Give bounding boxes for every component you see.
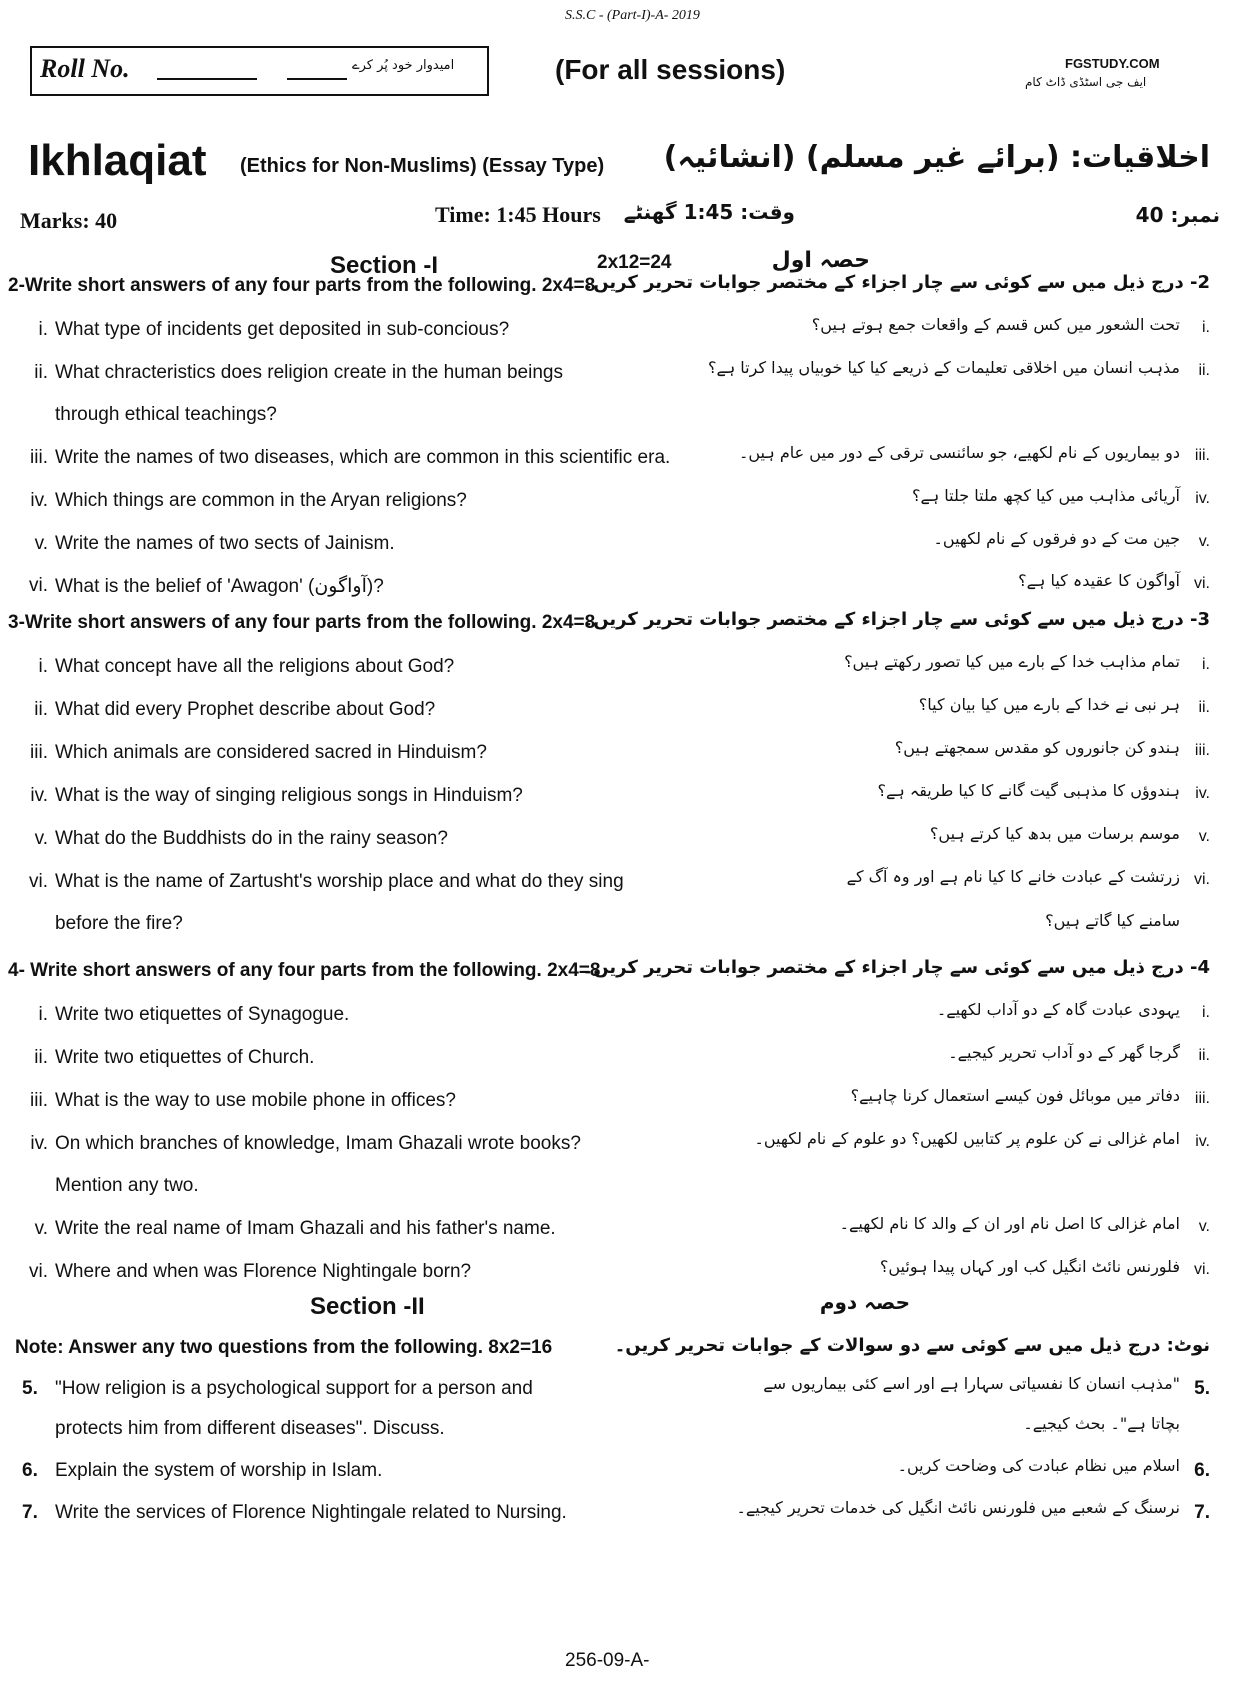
part-text: What concept have all the religions about God? [55,656,455,677]
subject-title-urdu: اخلاقیات: (برائے غیر مسلم) (انشائیہ) [663,140,1210,175]
part-text: What is the name of Zartusht's worship place and what do they sing [55,871,624,892]
part-text-urdu: فلورنس نائٹ انگیل کب اور کہاں پیدا ہوئیں؟ [879,1257,1180,1276]
part-number-urdu: ii. [1198,1047,1210,1064]
part-text: Which things are common in the Aryan religions? [55,490,467,511]
question-heading-urdu: 3- درج ذیل میں سے کوئی سے چار اجزاء کے مختصر جوابات تحریر کریں۔ [582,609,1210,630]
part-number: v. [34,1218,48,1239]
part-text-urdu: تحت الشعور میں کس قسم کے واقعات جمع ہوتے ہیں؟ [811,315,1180,334]
part-number: ii. [34,699,48,720]
part-text-urdu: یہودی عبادت گاہ کے دو آداب لکھیے۔ [936,1000,1180,1019]
part-text: What chracteristics does religion create in the human beings [55,362,563,383]
question-heading: 4- Write short answers of any four parts from the following. 2x4=8 [8,960,601,981]
part-text: What is the way to use mobile phone in offices? [55,1090,456,1111]
question-heading-urdu: 4- درج ذیل میں سے کوئی سے چار اجزاء کے مختصر جوابات تحریر کریں۔ [582,957,1210,978]
part-text: What did every Prophet describe about God? [55,699,436,720]
part-number-urdu: iv. [1195,785,1210,802]
part-number-urdu: vi. [1194,1261,1210,1278]
part-text: On which branches of knowledge, Imam Ghazali wrote books? [55,1133,581,1154]
part-number: ii. [34,362,48,383]
roll-line [287,78,347,80]
watermark: FGSTUDY.COM [1065,56,1160,71]
question-text-urdu: اسلام میں نظام عبادت کی وضاحت کریں۔ [897,1456,1180,1475]
part-text: Write the names of two sects of Jainism. [55,533,395,554]
subject-title: Ikhlaqiat [28,136,207,185]
part-number: iv. [30,1133,48,1154]
part-number: v. [34,533,48,554]
part-number-urdu: iv. [1195,1133,1210,1150]
part-text: Write the real name of Imam Ghazali and his father's name. [55,1218,556,1239]
part-text-cont: through ethical teachings? [55,404,277,425]
roll-number-box [30,46,489,96]
part-text-urdu: جین مت کے دو فرقوں کے نام لکھیں۔ [933,529,1180,548]
part-text-urdu: دفاتر میں موبائل فون کیسے استعمال کرنا چاہیے؟ [850,1086,1180,1105]
roll-label: Roll No. [40,54,130,83]
part-text-urdu: آواگون کا عقیدہ کیا ہے؟ [1018,571,1180,590]
part-number-urdu: iii. [1194,742,1210,759]
question-text-cont: protects him from different diseases". Discuss. [55,1418,445,1439]
part-number-urdu: ii. [1198,699,1210,716]
part-text: What do the Buddhists do in the rainy season? [55,828,448,849]
question-text-urdu-cont: بچاتا ہے"۔ بحث کیجیے۔ [1023,1414,1180,1433]
part-number-urdu: i. [1202,656,1210,673]
part-number: i. [38,319,48,340]
part-text: Which animals are considered sacred in Hinduism? [55,742,487,763]
part-text-urdu: زرتشت کے عبادت خانے کا کیا نام ہے اور وہ آگ کے [846,867,1180,886]
part-text-urdu: ہندو کن جانوروں کو مقدس سمجھتے ہیں؟ [894,738,1180,757]
part-number: iii. [30,742,48,763]
question-number-urdu: 6. [1194,1460,1210,1481]
part-text-urdu: تمام مذاہب خدا کے بارے میں کیا تصور رکھتے ہیں؟ [844,652,1180,671]
board-header: S.S.C - (Part-I)-A- 2019 [565,8,700,23]
question-text: Write the services of Florence Nightingale related to Nursing. [55,1502,567,1523]
part-number-urdu: v. [1198,533,1210,550]
section-2-title: Section -II [310,1293,425,1320]
part-text-cont: before the fire? [55,913,183,934]
part-text-urdu: ہر نبی نے خدا کے بارے میں کیا بیان کیا؟ [918,695,1180,714]
part-text-urdu: ہندوؤں کا مذہبی گیت گانے کا کیا طریقہ ہے؟ [877,781,1180,800]
part-number-urdu: iv. [1195,490,1210,507]
part-number-urdu: v. [1198,1218,1210,1235]
time: Time: 1:45 Hours [435,202,601,227]
part-number: vi. [29,575,48,596]
question-number-urdu: 5. [1194,1378,1210,1399]
question-text: "How religion is a psychological support for a person and [55,1378,533,1399]
part-text-urdu: امام غزالی کا اصل نام اور ان کے والد کا نام لکھیے۔ [839,1214,1180,1233]
section-2-title-urdu: حصہ دوم [819,1290,910,1314]
part-number: vi. [29,1261,48,1282]
part-text-urdu: موسم برسات میں بدھ کیا کرتے ہیں؟ [929,824,1180,843]
section-2-note-urdu: نوٹ: درج ذیل میں سے کوئی سے دو سوالات کے جوابات تحریر کریں۔ [614,1335,1210,1356]
question-heading-urdu: 2- درج ذیل میں سے کوئی سے چار اجزاء کے مختصر جوابات تحریر کریں۔ [582,272,1210,293]
part-number: i. [38,656,48,677]
part-text-urdu: امام غزالی نے کن علوم پر کتابیں لکھیں؟ دو علوم کے نام لکھیں۔ [754,1129,1180,1148]
part-text: What type of incidents get deposited in sub-concious? [55,319,510,340]
part-text: Write two etiquettes of Church. [55,1047,315,1068]
part-text: What is the belief of 'Awagon' (آواگون)? [55,576,384,597]
part-number-urdu: vi. [1194,871,1210,888]
part-number: iv. [30,785,48,806]
part-number: iv. [30,490,48,511]
part-text-cont: Mention any two. [55,1175,199,1196]
part-number-urdu: iii. [1194,1090,1210,1107]
question-text-urdu: نرسنگ کے شعبے میں فلورنس نائٹ انگیل کی خدمات تحریر کیجیے۔ [736,1498,1180,1517]
time-urdu: وقت: 1:45 گھنٹے [623,200,795,224]
question-number-urdu: 7. [1194,1502,1210,1523]
question-number: 7. [22,1502,38,1523]
question-heading: 2-Write short answers of any four parts from the following. 2x4=8 [8,275,596,296]
question-text: Explain the system of worship in Islam. [55,1460,383,1481]
roll-urdu: امیدوار خود پُر کرے [352,58,455,73]
part-text-urdu: دو بیماریوں کے نام لکھیے، جو سائنسی ترقی کے دور میں عام ہیں۔ [739,443,1180,462]
question-text-urdu: "مذہب انسان کا نفسیاتی سہارا ہے اور اسے کئی بیماریوں سے [763,1374,1180,1393]
question-heading: 3-Write short answers of any four parts from the following. 2x4=8 [8,612,596,633]
part-text-urdu: آریائی مذاہب میں کیا کچھ ملتا جلتا ہے؟ [911,486,1180,505]
roll-line [157,78,257,80]
part-text: What is the way of singing religious songs in Hinduism? [55,785,523,806]
part-number: v. [34,828,48,849]
part-number: ii. [34,1047,48,1068]
part-number-urdu: i. [1202,319,1210,336]
part-number: vi. [29,871,48,892]
paper-code: 256-09-A- [565,1650,650,1671]
section-2-note: Note: Answer any two questions from the following. 8x2=16 [15,1337,553,1358]
part-text: Where and when was Florence Nightingale born? [55,1261,472,1282]
part-text: Write two etiquettes of Synagogue. [55,1004,350,1025]
part-number: i. [38,1004,48,1025]
sessions: (For all sessions) [555,54,786,85]
part-text-urdu: گرجا گھر کے دو آداب تحریر کیجیے۔ [948,1043,1180,1062]
subject-subtitle: (Ethics for Non-Muslims) (Essay Type) [240,155,605,177]
part-text-urdu-cont: سامنے کیا گاتے ہیں؟ [1045,911,1180,930]
marks-urdu: نمبر: 40 [1135,203,1220,227]
part-text: Write the names of two diseases, which are common in this scientific era. [55,447,671,468]
part-number-urdu: iii. [1194,447,1210,464]
section-1-title: Section -I [330,252,439,279]
question-number: 5. [22,1378,38,1399]
part-number-urdu: i. [1202,1004,1210,1021]
watermark-urdu: ایف جی اسٹڈی ڈاٹ کام [1025,75,1147,89]
part-number-urdu: vi. [1194,575,1210,592]
part-text-urdu: مذہب انسان میں اخلاقی تعلیمات کے ذریعے کیا کیا خوبیاں پیدا کرتا ہے؟ [707,358,1180,377]
part-number-urdu: ii. [1198,362,1210,379]
marks: Marks: 40 [20,208,118,233]
part-number: iii. [30,447,48,468]
section-1-marks: 2x12=24 [597,252,672,273]
part-number-urdu: v. [1198,828,1210,845]
part-number: iii. [30,1090,48,1111]
question-number: 6. [22,1460,38,1481]
section-1-title-urdu: حصہ اول [771,248,870,273]
